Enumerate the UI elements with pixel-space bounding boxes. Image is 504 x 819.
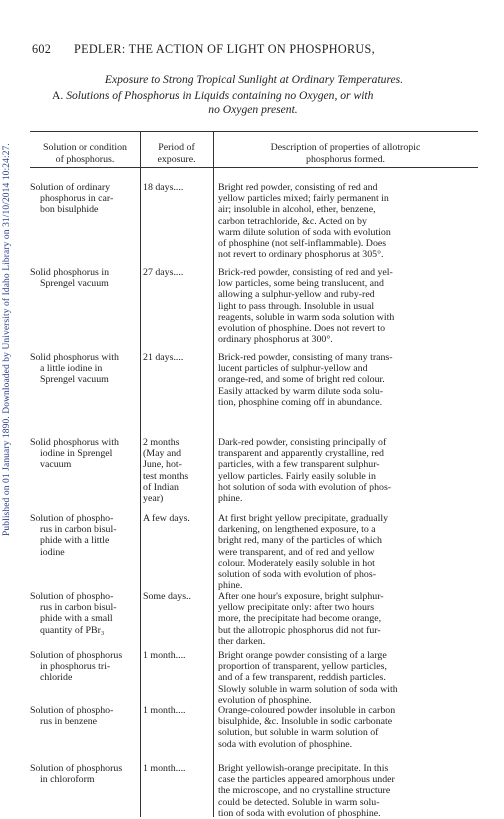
condition-cell-line: a little iodine in <box>40 363 103 375</box>
description-cell <box>218 513 478 591</box>
condition-cell-line: Solution of phosphorus <box>30 763 123 774</box>
description-cell-line: yellow precipitate only: after two hours <box>218 602 375 614</box>
header-text: exposure. <box>157 153 196 165</box>
description-cell-line: bright red, many of the particles of which <box>218 535 382 547</box>
header-description <box>213 142 478 165</box>
description-cell-line: but the allotropic phosphorus did not fur- <box>218 624 381 636</box>
description-cell-line: solution of soda with evolution of phos- <box>218 569 376 581</box>
description-cell-line: could be detected. Soluble in warm solu- <box>218 796 380 808</box>
description-cell-line: of phosphine (not self-inflammable). Does <box>218 238 387 250</box>
subsection-letter: A. <box>52 89 64 102</box>
period-cell <box>143 705 207 716</box>
condition-cell-line: Sprengel vacuum <box>40 278 109 290</box>
condition-cell <box>30 650 138 684</box>
description-cell-line: air; insoluble in alcohol, ether, benzene, <box>218 204 376 216</box>
description-cell-line: solution, but soluble in warm solution of <box>218 727 379 739</box>
period-cell-line: 1 month.... <box>143 650 186 661</box>
header-text: Solution or condition <box>43 142 127 153</box>
period-cell-line: 21 days.... <box>143 352 184 363</box>
description-cell-line: lucent particles of sulphur-yellow and <box>218 363 368 375</box>
description-cell-line: colour. Moderately easily soluble in hot <box>218 557 375 569</box>
period-cell <box>143 650 207 661</box>
description-cell <box>218 591 478 647</box>
description-cell-line: soda with evolution of phosphine. <box>218 738 353 750</box>
condition-cell <box>30 182 138 216</box>
subsection-title-line2: no Oxygen present. <box>208 103 298 116</box>
period-cell-line: 27 days.... <box>143 267 184 278</box>
description-cell-line: yellow particles. Fairly easily soluble in <box>218 470 376 482</box>
period-cell-line: June, hot- <box>143 459 182 471</box>
header-text: of phosphorus. <box>55 153 115 165</box>
description-cell-line: ordinary phosphorus at 300°. <box>218 334 333 346</box>
page-number: 602 <box>32 42 52 56</box>
header-text: Description of properties of allotropic <box>270 142 421 153</box>
description-cell-line: not revert to ordinary phosphorus at 305°. <box>218 249 384 261</box>
description-cell-line: evolution of phosphine. Does not revert to <box>218 323 386 335</box>
header-text: Period of <box>158 142 195 153</box>
description-cell-line: hot solution of soda with evolution of phos- <box>218 481 392 493</box>
description-cell-line: At first bright yellow precipitate, gradually <box>218 513 389 524</box>
period-cell <box>143 591 207 602</box>
description-cell-line: phine. <box>218 580 243 592</box>
section-title: Exposure to Strong Tropical Sunlight at Ordinary Temperatures. <box>104 73 404 86</box>
period-cell <box>143 267 207 278</box>
description-cell-line: particles, with a few transparent sulphur- <box>218 459 380 471</box>
header-text: phosphorus formed. <box>306 153 385 165</box>
description-cell <box>218 705 478 750</box>
condition-cell-line: Solution of phospho- <box>30 513 114 524</box>
condition-cell-line: Solution of phospho- <box>30 705 114 716</box>
description-cell-line: transparent and apparently crystalline, red <box>218 448 384 460</box>
description-cell-line: Easily attacked by warm dilute soda solu- <box>218 385 384 397</box>
description-cell <box>218 437 478 504</box>
download-stamp: Published on 01 January 1890. Downloaded by University of Idaho Library on 31/10/2014 10:24:27. <box>2 143 12 537</box>
description-cell-line: proportion of transparent, yellow particles, <box>218 661 387 673</box>
description-cell-line: Bright red powder, consisting of red and <box>218 182 378 193</box>
condition-cell-line: rus in carbon bisul- <box>40 524 117 536</box>
condition-cell-line: in chloroform <box>40 774 95 786</box>
description-cell-line: Orange-coloured powder insoluble in carbon <box>218 705 396 716</box>
description-cell <box>218 182 478 260</box>
condition-cell-line: Solution of ordinary <box>30 182 111 193</box>
condition-cell-line: Solution of phospho- <box>30 591 114 602</box>
description-cell-line: Slowly soluble in warm solution of soda with <box>218 683 398 695</box>
period-cell <box>143 513 207 524</box>
condition-cell-line: rus in benzene <box>40 716 98 728</box>
table-body-divider-2 <box>213 167 214 817</box>
period-cell-line: 2 months <box>143 437 180 448</box>
condition-cell <box>30 591 138 636</box>
condition-cell-line: Sprengel vacuum <box>40 374 109 386</box>
table-header-rule <box>30 167 478 168</box>
description-cell-line: and of a few transparent, reddish particles. <box>218 672 386 684</box>
description-cell-line: tion of soda with evolution of phosphine. <box>218 807 381 819</box>
subsection-heading <box>52 89 478 117</box>
description-cell-line: darkening, on lengthened exposure, to a <box>218 524 376 536</box>
description-cell-line: After one hour's exposure, bright sulphur- <box>218 591 384 602</box>
period-cell <box>143 352 207 363</box>
condition-cell-line: in phosphorus tri- <box>40 661 111 673</box>
description-cell-line: reagents, soluble in warm soda solution with <box>218 311 395 323</box>
description-cell-line: light to pass through. Insoluble in usual <box>218 300 375 312</box>
condition-cell-line: bon bisulphide <box>40 204 99 216</box>
period-cell-line: 1 month.... <box>143 763 186 774</box>
period-cell <box>143 763 207 774</box>
period-cell-line: A few days. <box>143 513 190 524</box>
description-cell-line: case the particles appeared amorphous under <box>218 774 395 786</box>
period-cell-line: (May and <box>143 448 182 460</box>
condition-cell-line: vacuum <box>40 459 72 471</box>
description-cell <box>218 650 478 706</box>
description-cell-line: allowing a sulphur-yellow and ruby-red <box>218 289 375 301</box>
description-cell <box>218 763 478 819</box>
period-cell <box>143 437 207 504</box>
condition-cell-line: Solid phosphorus in <box>30 267 110 278</box>
period-cell-line: of Indian <box>143 481 179 493</box>
condition-cell-line: quantity of PBr₃ <box>40 624 105 636</box>
condition-cell-line: Solid phosphorus with <box>30 437 119 448</box>
description-cell-line: more, the precipitate had become orange, <box>218 613 382 625</box>
condition-cell-line: Solid phosphorus with <box>30 352 119 363</box>
description-cell-line: carbon tetrachloride, &c. Acted on by <box>218 215 367 227</box>
description-cell-line: evolution of phosphine. <box>218 694 312 706</box>
running-head: PEDLER: THE ACTION OF LIGHT ON PHOSPHORUS, <box>74 42 375 56</box>
description-cell-line: Bright orange powder consisting of a large <box>218 650 387 661</box>
description-cell-line: bisulphide, &c. Insoluble in sodic carbonate <box>218 716 393 728</box>
condition-cell-line: phide with a little <box>40 535 110 547</box>
period-cell <box>143 182 207 193</box>
description-cell-line: warm dilute solution of soda with evolution <box>218 226 391 238</box>
description-cell-line: yellow particles mixed; fairly permanent in <box>218 193 389 205</box>
condition-cell <box>30 267 138 289</box>
description-cell-line: were transparent, and of red and yellow <box>218 546 375 558</box>
condition-cell <box>30 763 138 785</box>
header-period <box>140 142 213 165</box>
description-cell-line: ther darken. <box>218 635 266 647</box>
condition-cell-line: chloride <box>40 672 73 684</box>
description-cell <box>218 352 478 408</box>
description-cell <box>218 267 478 345</box>
subsection-title-line1: Solutions of Phosphorus in Liquids containing no Oxygen, or with <box>66 89 374 102</box>
period-cell-line: 1 month.... <box>143 705 186 716</box>
description-cell-line: the microscope, and no crystalline structure <box>218 785 391 797</box>
condition-cell <box>30 352 138 386</box>
description-cell-line: Brick-red powder, consisting of red and yel- <box>218 267 393 278</box>
table-top-rule <box>30 131 478 132</box>
description-cell-line: Dark-red powder, consisting principally of <box>218 437 387 448</box>
condition-cell-line: phide with a small <box>40 613 113 625</box>
period-cell-line: Some days.. <box>143 591 192 602</box>
condition-cell-line: rus in carbon bisul- <box>40 602 117 614</box>
description-cell-line: Bright yellowish-orange precipitate. In this <box>218 763 389 774</box>
description-cell-line: Brick-red powder, consisting of many trans- <box>218 352 393 363</box>
header-condition <box>30 142 140 165</box>
condition-cell-line: phosphorus in car- <box>40 193 114 205</box>
description-cell-line: tion, phosphine coming off in abundance. <box>218 396 383 408</box>
condition-cell <box>30 705 138 727</box>
period-cell-line: 18 days.... <box>143 182 184 193</box>
description-cell-line: phine. <box>218 493 243 505</box>
table-body-divider-1 <box>140 167 141 817</box>
condition-cell <box>30 513 138 558</box>
condition-cell-line: iodine <box>40 546 65 558</box>
condition-cell-line: Solution of phosphorus <box>30 650 123 661</box>
period-cell-line: year) <box>143 493 164 505</box>
condition-cell <box>30 437 138 471</box>
description-cell-line: orange-red, and some of bright red colour. <box>218 374 385 386</box>
condition-cell-line: iodine in Sprengel <box>40 448 113 460</box>
description-cell-line: low particles, some being translucent, and <box>218 278 384 290</box>
period-cell-line: test months <box>143 470 189 482</box>
